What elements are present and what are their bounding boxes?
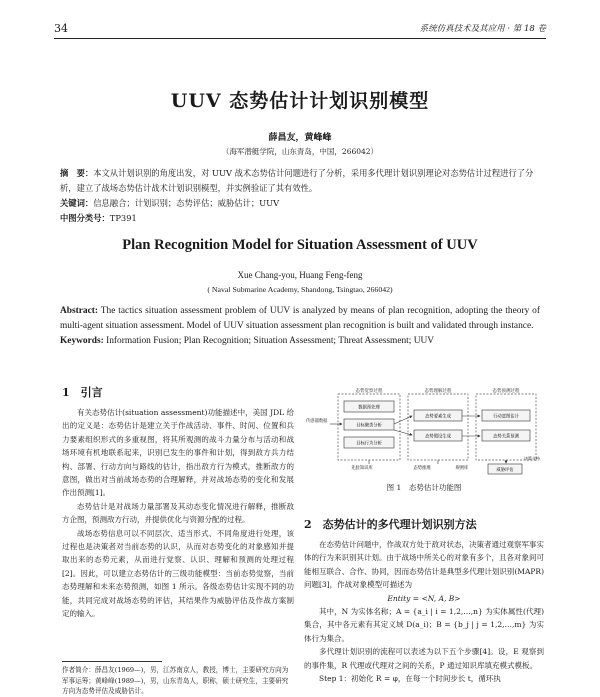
comprehension-group [408,394,468,460]
english-abstract-block [60,304,540,349]
chinese-abstract-block [60,166,540,226]
box-cluster-label: 目标聚类分析 [356,423,382,429]
box-intent-label: 行动意图估计 [493,414,519,420]
keywords-label: 关键词： [60,198,94,208]
section-1-body [62,406,294,621]
author-footnote: 作者简介：薛昌友(1969—)，男，江苏南京人，教授，博士，主要研究方向为军事运筹；黄峰峰(1989—)，男，山东青岛人，职称，硕士研究生，主要研究方向为态势评估及威胁估计。 [62,666,289,695]
flow-arrow [394,416,412,424]
projection-group [476,394,536,460]
bottom-label-knowledge: 先验知识库 [351,466,373,471]
en-abstract-text: The tactics situation assessment problem of UUV is analyzed by means of plan recognition, adopting the theory of multi-agent situation assessment. Model of UUV situation assessment plan recognition is built and validated through instance. [60,306,540,331]
paragraph: 态势估计是对战场力量部署及其动态变化情况进行解释，推断敌方企图，预测敌方行动，并提供优化与资源分配的过程。 [62,501,294,525]
box-behavior-label: 目标行为分析 [356,441,382,447]
col-title-comprehension: 态势理解过程 [424,389,452,394]
keywords-text: 信息融合；计划识别；态势评估；威胁估计；UUV [93,198,280,208]
section-1-heading: 1 引言 [62,386,103,399]
bottom-label-rules: 规则库 [455,466,469,471]
col-title-projection: 态势预测过程 [492,389,520,394]
english-abstract [60,304,540,334]
box-preprocess-label: 数据预处理 [358,405,380,411]
figure-1-diagram [304,386,544,478]
section-2-body [304,538,544,685]
english-affiliation: ( Naval Submarine Academy, Shandong, Tsingtao, 266042) [207,285,393,294]
page-number: 34 [54,22,68,35]
sensor-data-label: 传感器数据 [306,419,328,424]
chinese-keywords [60,196,540,211]
box-hypothesis-gen-label: 态势假设生成 [425,434,451,440]
paragraph: 战场态势信息可以不同层次、适当形式、不同角度进行处理，该过程也是决策者对当前态势的认识，从而对态势变化的对象感知并提取出来的态势元素，从而进行觉察、认识、理解和预测的处理过程[2]。因此，可以建立态势估计的三级功能模型：当前态势觉察，当前态势理解和未来态势预测，如图 1 所示。各级态势估计实现不同的功能，共同完成对战场态势的评估，其结果作为威胁评估及作战方案制定的输入。 [62,528,294,619]
class-label: 中图分类号： [60,213,110,223]
bottom-label-reasoning: 态势推理 [413,466,431,471]
col-title-perception: 态势觉察过程 [355,389,383,394]
chinese-title: UUV 态势估计计划识别模型 [170,90,430,112]
paragraph: 有关态势估计(situation assessment)功能描述中，美国 JDL 给出的定义是：态势估计是建立关于作战活动、事件、时间、位置和兵力要素组织形式的多重视图，将其所观测的战斗力量分布与活动和战场环境有机地联系起来，识别已发生的事件和计划，得到敌方兵力结构、部署、行动方向与路线的估计，指出敌方行为模式，推断敌方的意图，做出对当前战场态势的合理解释，并对战场态势的变化和发展作出预测[1]。 [62,408,294,498]
section-2-heading: 2 态势估计的多代理计划识别方法 [304,518,477,531]
paragraph: 其中，N 为实体名称；A = {a_i | i = 1,2,…,n} 为实体属性(代理)集合，其中各元素有其定义域 D(a_i)；B = {b_j | j = 1,2,…,m} 为实体行为集合。 [304,607,544,643]
box-element-gen-label: 态势要素生成 [425,414,451,420]
abstract-text: 本文从计划识别的角度出发，对 UUV 战术态势估计问题进行了分析，采用多代理计划识别理论对态势估计过程进行了分析，建立了战场态势估计战术计划识别模型，并实例验证了其有效性。 [60,168,534,193]
en-abstract-label: Abstract: [60,306,99,316]
journal-running-title: 系统仿真技术及其应用 · 第 18 卷 [419,24,546,34]
class-code-text: TP391 [109,213,137,223]
en-keywords-label: Keywords: [60,336,104,346]
bottom-label-decision: 决策支持 [524,456,540,461]
english-authors: Xue Chang-you, Huang Feng-feng [237,270,363,280]
footnote-divider [62,661,162,662]
en-keywords-text: Information Fusion; Plan Recognition; Situation Assessment; Threat Assessment; UUV [106,336,435,346]
header-divider [54,38,546,39]
chinese-affiliation: （海军潜艇学院，山东青岛，中国，266042） [221,147,379,156]
flow-arrow [394,430,412,435]
chinese-class-code [60,211,540,226]
english-keywords [60,334,540,349]
paragraph: 在态势估计问题中，作战双方处于敌对状态，决策者通过观察军事实体的行为来识别其计划。由于战场中所关心的对象有多个，且各对象间可能相互联合、合作、协同，因而态势估计是典型多代理计划识别(MAPR)问题[3]，作战对象模型可描述为 [304,540,544,590]
abstract-label: 摘 要： [60,168,94,178]
chinese-authors: 薛昌友，黄峰峰 [268,133,332,143]
paragraph: 多代理计划识别的流程可以表述为以下五个步骤[4]。设，E 观察到的事件集，R 代理或代理对之间的关系，P 通过知识库填充模式模板。 [304,647,544,670]
figure-1-caption: 图 1 态势估计功能图 [386,483,462,492]
box-threat-label: 威胁评估 [496,468,514,473]
english-title: Plan Recognition Model for Situation Assessment of UUV [122,237,478,253]
chinese-abstract [60,166,540,196]
paragraph: Step 1：初始化 R = φ，在每一个时间步长 t，循环执 [319,674,501,684]
box-relation-label: 态势关系预测 [493,434,519,440]
entity-equation: Entity = <N, A, B> [387,593,461,603]
